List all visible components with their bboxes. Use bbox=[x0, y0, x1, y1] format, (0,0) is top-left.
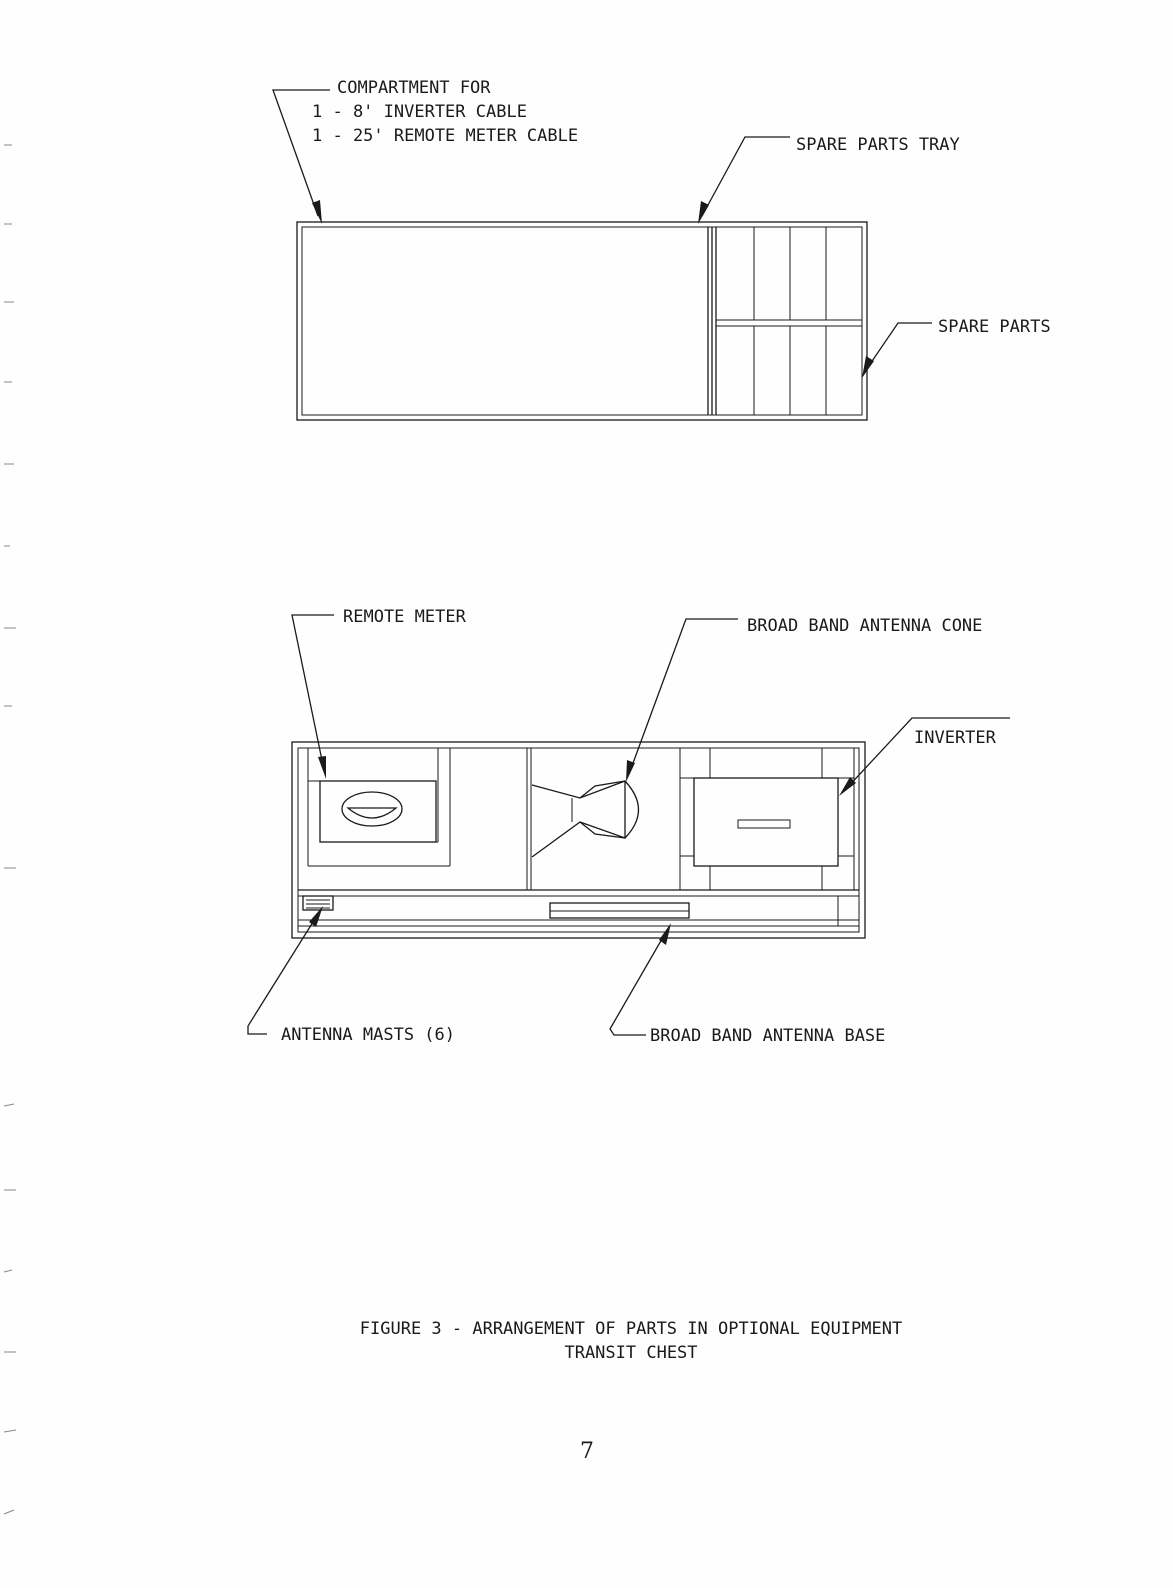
spare-parts-tray-label: SPARE PARTS TRAY bbox=[796, 135, 960, 155]
antenna-masts-callout bbox=[248, 906, 455, 1045]
antenna-base-callout bbox=[610, 923, 885, 1046]
spare-parts-arrowhead bbox=[862, 356, 874, 378]
antenna-base-label: BROAD BAND ANTENNA BASE bbox=[650, 1026, 886, 1046]
spare-parts-label: SPARE PARTS bbox=[938, 317, 1051, 337]
compartment-callout bbox=[273, 78, 578, 224]
bottom-view-chest bbox=[292, 742, 865, 938]
antenna-cone bbox=[532, 781, 639, 857]
top-view-chest bbox=[297, 222, 867, 420]
remote-meter bbox=[308, 748, 450, 866]
inverter-label: INVERTER bbox=[914, 728, 996, 748]
inverter-arrowhead bbox=[839, 777, 856, 796]
antenna-cone-callout bbox=[626, 616, 982, 782]
antenna-cone-arrowhead bbox=[626, 760, 635, 782]
compartment-label-line1: COMPARTMENT FOR bbox=[337, 78, 491, 98]
compartment-arrowhead bbox=[312, 200, 322, 224]
remote-meter-callout bbox=[292, 607, 467, 779]
remote-meter-label: REMOTE METER bbox=[343, 607, 466, 627]
figure-caption-line2: TRANSIT CHEST bbox=[564, 1343, 698, 1363]
spare-parts-callout bbox=[862, 317, 1051, 378]
chest-outer-outline-2 bbox=[292, 742, 865, 938]
antenna-masts-label: ANTENNA MASTS (6) bbox=[281, 1025, 455, 1045]
figure-caption-line1: FIGURE 3 - ARRANGEMENT OF PARTS IN OPTIONAL EQUIPMENT bbox=[359, 1319, 903, 1339]
compartment-label-line3: 1 - 25' REMOTE METER CABLE bbox=[312, 126, 579, 146]
inverter-handle-icon bbox=[738, 820, 790, 828]
chest-outer-outline bbox=[297, 222, 867, 420]
meter-dial-icon bbox=[342, 792, 402, 826]
scan-margin-marks bbox=[4, 145, 16, 1514]
page-number: 7 bbox=[580, 1439, 594, 1464]
lower-tray bbox=[298, 890, 859, 926]
compartment-label-line2: 1 - 8' INVERTER CABLE bbox=[312, 102, 527, 122]
spare-parts-tray-arrowhead bbox=[698, 201, 709, 224]
spare-parts-tray-grid bbox=[716, 227, 862, 415]
antenna-cone-label: BROAD BAND ANTENNA CONE bbox=[747, 616, 983, 636]
spare-parts-tray-callout bbox=[698, 135, 960, 224]
remote-meter-arrowhead bbox=[318, 756, 326, 779]
inverter bbox=[680, 748, 854, 890]
chest-inner-outline bbox=[302, 227, 862, 415]
